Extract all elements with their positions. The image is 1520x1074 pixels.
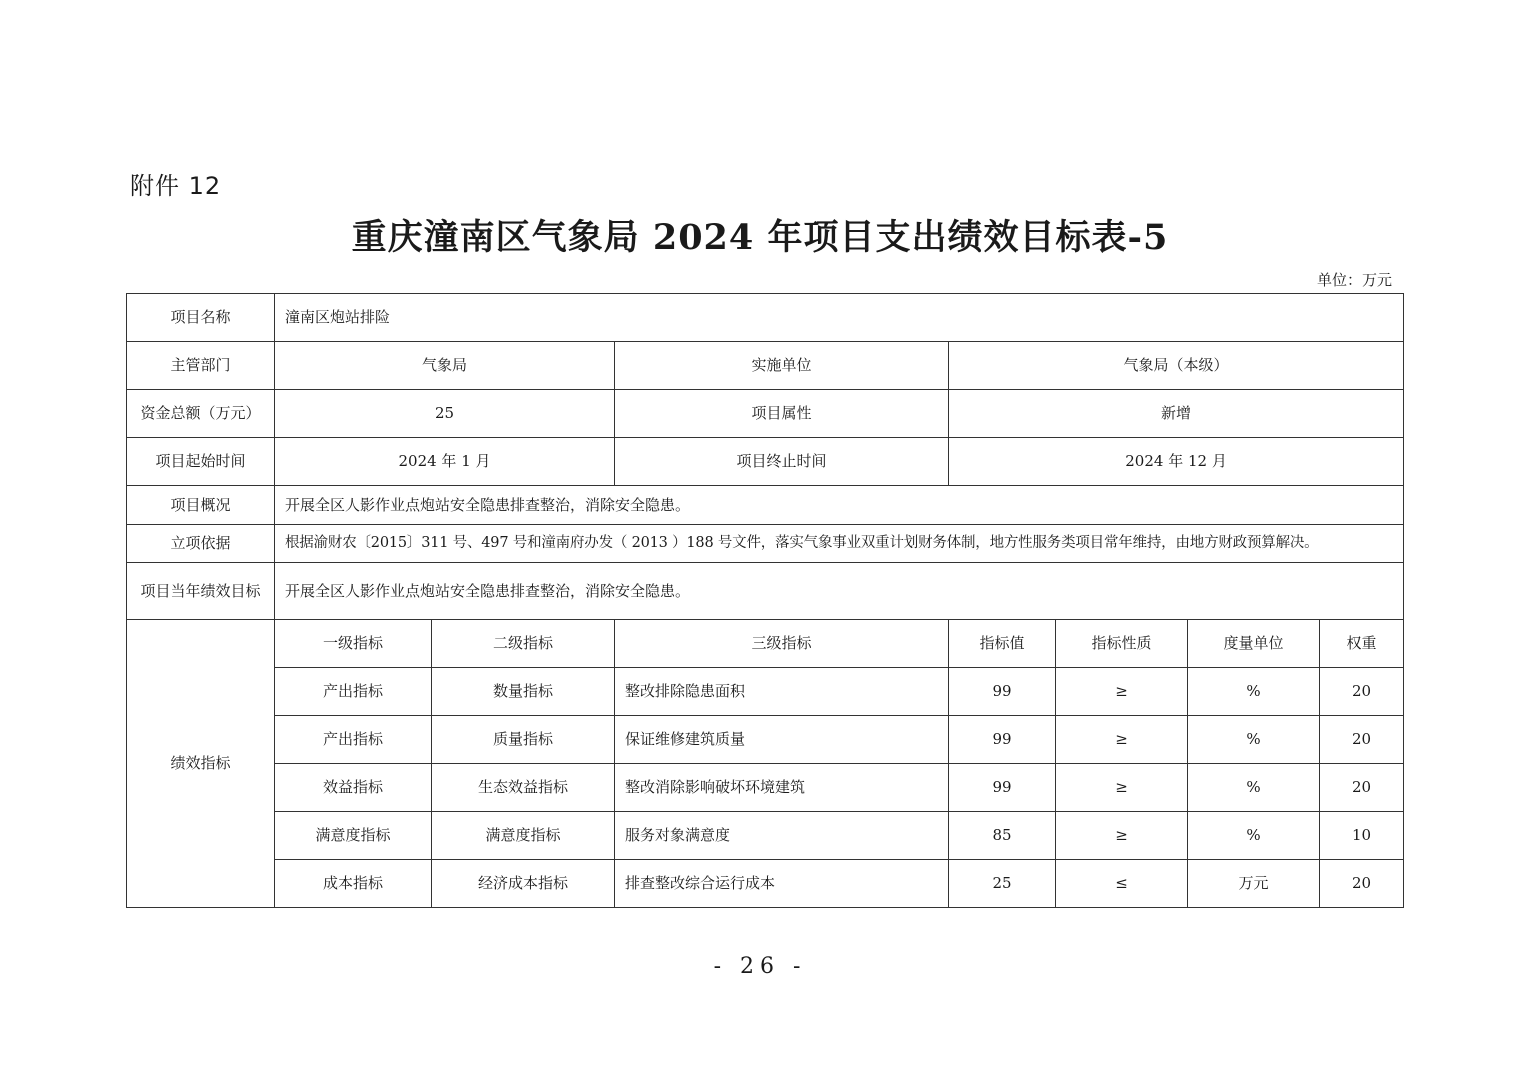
unit-cell: %	[1188, 716, 1320, 764]
basis-value: 根据渝财农〔2015〕311 号、497 号和潼南府办发（ 2013 ）188 号文件，落实气象事业双重计划财务体制，地方性服务类项目常年维持，由地方财政预算解决。	[275, 525, 1404, 563]
nature-cell: ≥	[1056, 812, 1188, 860]
unit-label: 单位：万元	[1316, 271, 1392, 289]
perf-label: 绩效指标	[127, 620, 275, 908]
level1-cell: 产出指标	[275, 668, 432, 716]
impl-unit-value: 气象局（本级）	[949, 342, 1404, 390]
level2-cell: 数量指标	[432, 668, 615, 716]
page-number: - 26 -	[713, 954, 807, 979]
row-project-name	[127, 294, 1404, 342]
weight-cell: 20	[1320, 860, 1404, 908]
level1-cell: 满意度指标	[275, 812, 432, 860]
row-time	[127, 438, 1404, 486]
row-dept	[127, 342, 1404, 390]
weight-cell: 10	[1320, 812, 1404, 860]
row-basis	[127, 525, 1404, 563]
perf-header-row	[127, 620, 1404, 668]
row-goal	[127, 563, 1404, 620]
level2-cell: 质量指标	[432, 716, 615, 764]
page-title: 重庆潼南区气象局 2024 年项目支出绩效目标表-5	[351, 217, 1169, 258]
header-level2: 二级指标	[432, 620, 615, 668]
row-overview	[127, 486, 1404, 525]
unit-cell: %	[1188, 764, 1320, 812]
start-time-label: 项目起始时间	[127, 438, 275, 486]
end-time-label: 项目终止时间	[615, 438, 949, 486]
project-name-value: 潼南区炮站排险	[275, 294, 1404, 342]
nature-cell: ≥	[1056, 668, 1188, 716]
unit-cell: %	[1188, 812, 1320, 860]
level2-cell: 满意度指标	[432, 812, 615, 860]
start-time-value: 2024 年 1 月	[275, 438, 615, 486]
project-attr-label: 项目属性	[615, 390, 949, 438]
goal-value: 开展全区人影作业点炮站安全隐患排查整治，消除安全隐患。	[275, 563, 1404, 620]
goal-label: 项目当年绩效目标	[127, 563, 275, 620]
level1-cell: 成本指标	[275, 860, 432, 908]
attachment-label: 附件 12	[130, 172, 222, 200]
project-attr-value: 新增	[949, 390, 1404, 438]
weight-cell: 20	[1320, 716, 1404, 764]
level1-cell: 效益指标	[275, 764, 432, 812]
overview-label: 项目概况	[127, 486, 275, 525]
value-cell: 99	[949, 716, 1056, 764]
nature-cell: ≥	[1056, 764, 1188, 812]
funds-label: 资金总额（万元）	[127, 390, 275, 438]
end-time-value: 2024 年 12 月	[949, 438, 1404, 486]
unit-cell: 万元	[1188, 860, 1320, 908]
level3-cell: 服务对象满意度	[615, 812, 949, 860]
level3-cell: 整改消除影响破坏环境建筑	[615, 764, 949, 812]
row-funds	[127, 390, 1404, 438]
table-row	[127, 764, 1404, 812]
funds-value: 25	[275, 390, 615, 438]
value-cell: 99	[949, 668, 1056, 716]
level3-cell: 保证维修建筑质量	[615, 716, 949, 764]
table-row	[127, 668, 1404, 716]
performance-target-table	[126, 293, 1404, 908]
impl-unit-label: 实施单位	[615, 342, 949, 390]
header-unit: 度量单位	[1188, 620, 1320, 668]
weight-cell: 20	[1320, 764, 1404, 812]
value-cell: 99	[949, 764, 1056, 812]
header-value: 指标值	[949, 620, 1056, 668]
table-row	[127, 812, 1404, 860]
nature-cell: ≥	[1056, 716, 1188, 764]
value-cell: 25	[949, 860, 1056, 908]
nature-cell: ≤	[1056, 860, 1188, 908]
unit-cell: %	[1188, 668, 1320, 716]
basis-label: 立项依据	[127, 525, 275, 563]
level3-cell: 排查整改综合运行成本	[615, 860, 949, 908]
header-weight: 权重	[1320, 620, 1404, 668]
dept-label: 主管部门	[127, 342, 275, 390]
level1-cell: 产出指标	[275, 716, 432, 764]
overview-value: 开展全区人影作业点炮站安全隐患排查整治，消除安全隐患。	[275, 486, 1404, 525]
dept-value: 气象局	[275, 342, 615, 390]
level3-cell: 整改排除隐患面积	[615, 668, 949, 716]
header-level1: 一级指标	[275, 620, 432, 668]
header-nature: 指标性质	[1056, 620, 1188, 668]
level2-cell: 生态效益指标	[432, 764, 615, 812]
table-row	[127, 860, 1404, 908]
table-row	[127, 716, 1404, 764]
project-name-label: 项目名称	[127, 294, 275, 342]
value-cell: 85	[949, 812, 1056, 860]
header-level3: 三级指标	[615, 620, 949, 668]
level2-cell: 经济成本指标	[432, 860, 615, 908]
weight-cell: 20	[1320, 668, 1404, 716]
